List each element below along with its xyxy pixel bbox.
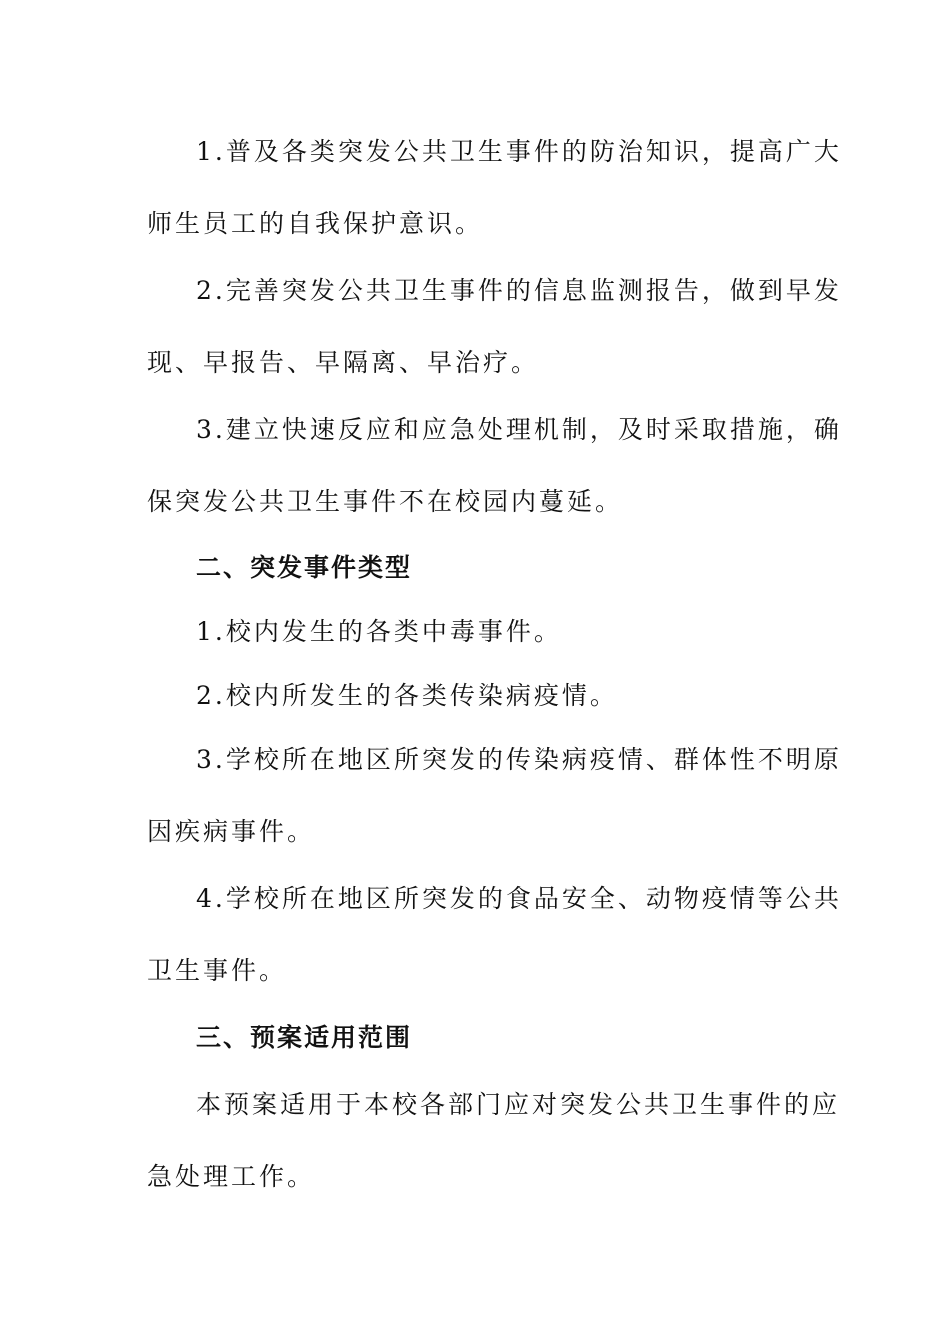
paragraph-line: 3.建立快速反应和应急处理机制，及时采取措施，确 [196, 415, 842, 444]
paragraph-line: 2.校内所发生的各类传染病疫情。 [196, 681, 618, 710]
paragraph-line: 因疾病事件。 [147, 817, 316, 846]
paragraph-line: 4.学校所在地区所突发的食品安全、动物疫情等公共 [196, 884, 842, 913]
paragraph-line: 本预案适用于本校各部门应对突发公共卫生事件的应 [196, 1090, 841, 1119]
paragraph-line: 2.完善突发公共卫生事件的信息监测报告，做到早发 [196, 276, 842, 305]
paragraph-line: 现、早报告、早隔离、早治疗。 [147, 348, 540, 377]
paragraph-line: 师生员工的自我保护意识。 [147, 209, 484, 238]
paragraph-line: 保突发公共卫生事件不在校园内蔓延。 [147, 487, 624, 516]
paragraph-line: 3.学校所在地区所突发的传染病疫情、群体性不明原 [196, 745, 842, 774]
section-heading: 三、预案适用范围 [196, 1023, 413, 1052]
section-heading: 二、突发事件类型 [196, 553, 413, 582]
paragraph-line: 急处理工作。 [147, 1162, 316, 1191]
paragraph-line: 1.校内发生的各类中毒事件。 [196, 617, 562, 646]
paragraph-line: 卫生事件。 [147, 956, 288, 985]
paragraph-line: 1.普及各类突发公共卫生事件的防治知识，提高广大 [196, 137, 842, 166]
